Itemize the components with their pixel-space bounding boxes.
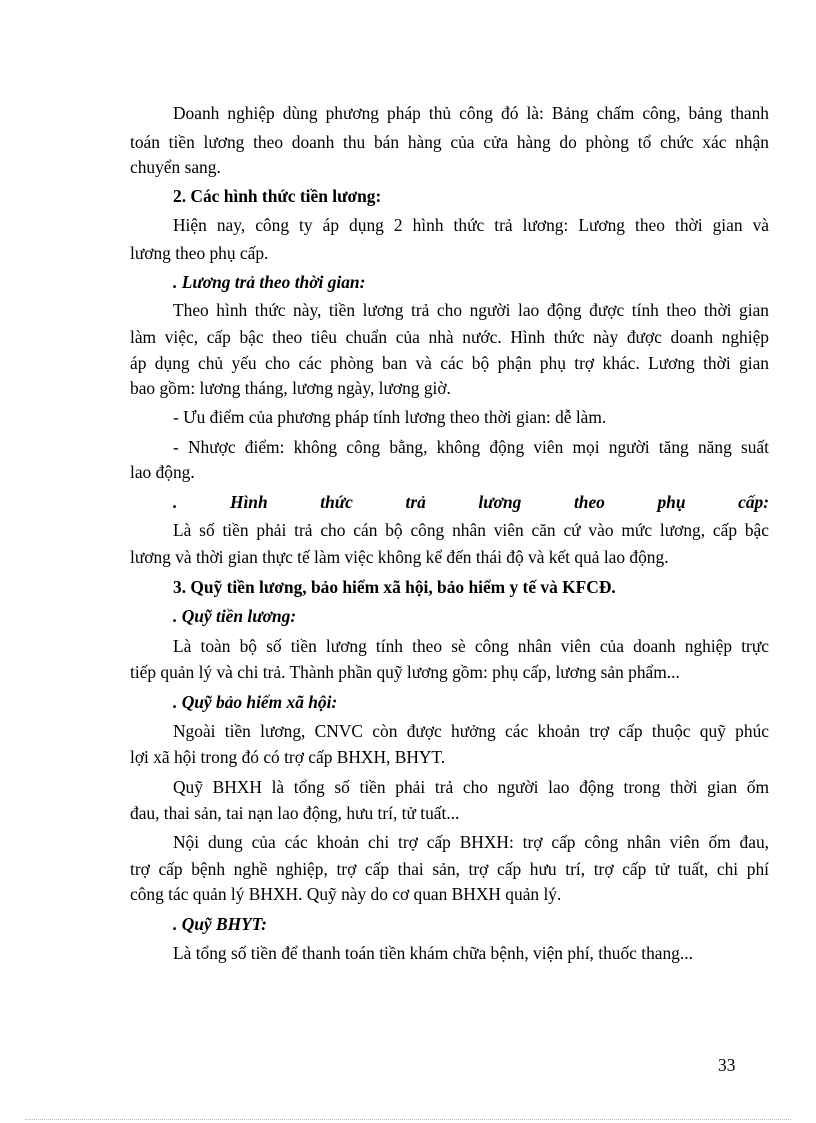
- paragraph-line: lương theo phụ cấp.: [130, 243, 269, 263]
- subsection-heading: . Lương trả theo thời gian:: [173, 272, 366, 292]
- paragraph-line: Hiện nay, công ty áp dụng 2 hình thức trả lương: Lương theo thời gian và: [173, 215, 769, 235]
- paragraph-line: Theo hình thức này, tiền lương trả cho người lao động được tính theo thời gian: [173, 300, 769, 320]
- paragraph-line: bao gồm: lương tháng, lương ngày, lương giờ.: [130, 378, 451, 398]
- paragraph-line: chuyển sang.: [130, 157, 221, 177]
- heading-word: lương: [478, 492, 522, 512]
- paragraph-line: làm việc, cấp bậc theo tiêu chuẩn của nhà nước. Hình thức này được doanh nghiệp: [130, 327, 769, 347]
- bullet-line: - Ưu điểm của phương pháp tính lương theo thời gian: dễ làm.: [173, 407, 607, 427]
- paragraph-line: lợi xã hội trong đó có trợ cấp BHXH, BHYT.: [130, 747, 446, 767]
- subsection-heading: . Quỹ BHYT:: [173, 914, 267, 934]
- paragraph-line: tiếp quản lý và chi trả. Thành phần quỹ lương gồm: phụ cấp, lương sản phẩm...: [130, 662, 680, 682]
- heading-word: Hình: [229, 492, 268, 512]
- paragraph-line: Doanh nghiệp dùng phương pháp thủ công đó là: Bảng chấm công, bảng thanh: [173, 103, 769, 123]
- bullet-line: - Nhược điểm: không công bằng, không động viên mọi người tăng năng suất: [173, 437, 769, 457]
- subsection-heading: . Quỹ bảo hiểm xã hội:: [173, 692, 338, 712]
- paragraph-line: Ngoài tiền lương, CNVC còn được hưởng các khoản trợ cấp thuộc quỹ phúc: [173, 721, 769, 741]
- paragraph-line: lao động.: [130, 462, 195, 482]
- heading-word: trả: [405, 492, 426, 512]
- page-number: 33: [718, 1055, 736, 1075]
- paragraph-line: Nội dung của các khoản chi trợ cấp BHXH: trợ cấp công nhân viên ốm đau,: [173, 832, 769, 852]
- subsection-heading: [173, 491, 769, 513]
- paragraph-line: công tác quản lý BHXH. Quỹ này do cơ quan BHXH quản lý.: [130, 884, 562, 904]
- subsection-heading: . Quỹ tiền lương:: [173, 606, 297, 626]
- paragraph-line: đau, thai sản, tai nạn lao động, hưu trí, tử tuất...: [130, 803, 460, 823]
- heading-word: .: [173, 492, 178, 512]
- paragraph-line: Là toàn bộ số tiền lương tính theo sè công nhân viên của doanh nghiệp trực: [173, 636, 769, 656]
- paragraph-line: Là tổng số tiền để thanh toán tiền khám chữa bệnh, viện phí, thuốc thang...: [173, 943, 693, 963]
- paragraph-line: trợ cấp bệnh nghề nghiệp, trợ cấp thai sản, trợ cấp hưu trí, trợ cấp tử tuất, chi phí: [130, 859, 769, 879]
- paragraph-line: Là số tiền phải trả cho cán bộ công nhân viên căn cứ vào mức lương, cấp bậc: [173, 520, 769, 540]
- heading-word: theo: [573, 492, 605, 512]
- heading-word: cấp:: [738, 492, 769, 512]
- heading-word: phụ: [657, 492, 686, 512]
- section-heading: 3. Quỹ tiền lương, bảo hiểm xã hội, bảo hiểm y tế và KFCĐ.: [173, 577, 616, 597]
- paragraph-line: áp dụng chủ yếu cho các phòng ban và các bộ phận phụ trợ khác. Lương thời gian: [130, 353, 769, 373]
- footer-divider: [25, 1119, 791, 1120]
- paragraph-line: lương và thời gian thực tế làm việc không kể đến thái độ và kết quả lao động.: [130, 547, 669, 567]
- section-heading: 2. Các hình thức tiền lương:: [173, 186, 382, 206]
- paragraph-line: toán tiền lương theo doanh thu bán hàng của cửa hàng do phòng tổ chức xác nhận: [130, 132, 769, 152]
- heading-word: thức: [320, 492, 353, 512]
- paragraph-line: Quỹ BHXH là tổng số tiền phải trả cho người lao động trong thời gian ốm: [173, 777, 769, 797]
